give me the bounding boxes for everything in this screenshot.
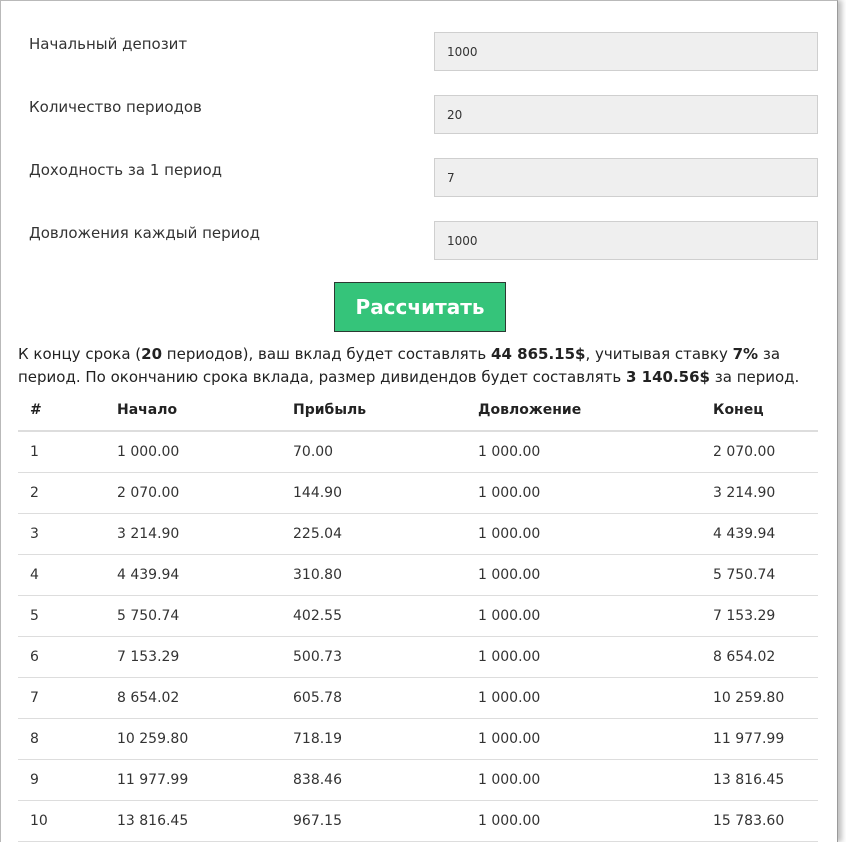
field-row-contribution — [29, 221, 819, 261]
table-row — [18, 514, 818, 555]
cell-number: 5 — [18, 596, 105, 637]
header-contribution: Довложение — [466, 390, 701, 431]
cell-profit: 225.04 — [281, 514, 466, 555]
rate-label: Доходность за 1 период — [29, 161, 223, 179]
rate-input[interactable] — [434, 158, 818, 197]
cell-number: 10 — [18, 801, 105, 842]
table-row — [18, 760, 818, 801]
contribution-label: Довложения каждый период — [29, 224, 260, 242]
cell-number: 3 — [18, 514, 105, 555]
cell-contribution: 1 000.00 — [466, 678, 701, 719]
cell-profit: 310.80 — [281, 555, 466, 596]
periods-label: Количество периодов — [29, 98, 202, 116]
cell-number: 7 — [18, 678, 105, 719]
cell-start: 13 816.45 — [105, 801, 281, 842]
cell-start: 2 070.00 — [105, 473, 281, 514]
cell-start: 4 439.94 — [105, 555, 281, 596]
field-row-periods — [29, 95, 819, 135]
cell-end: 4 439.94 — [701, 514, 818, 555]
contribution-input[interactable] — [434, 221, 818, 260]
cell-number: 2 — [18, 473, 105, 514]
cell-contribution: 1 000.00 — [466, 760, 701, 801]
initial-deposit-input[interactable] — [434, 32, 818, 71]
cell-start: 7 153.29 — [105, 637, 281, 678]
summary-text-4: за период. По окончанию срока вклада, размер дивидендов будет составлять — [18, 345, 781, 386]
table-body — [18, 431, 818, 842]
cell-contribution: 1 000.00 — [466, 719, 701, 760]
cell-profit: 838.46 — [281, 760, 466, 801]
cell-contribution: 1 000.00 — [466, 431, 701, 473]
cell-contribution: 1 000.00 — [466, 596, 701, 637]
cell-number: 8 — [18, 719, 105, 760]
cell-profit: 500.73 — [281, 637, 466, 678]
cell-contribution: 1 000.00 — [466, 555, 701, 596]
cell-end: 3 214.90 — [701, 473, 818, 514]
cell-profit: 144.90 — [281, 473, 466, 514]
table-row — [18, 637, 818, 678]
cell-profit: 70.00 — [281, 431, 466, 473]
cell-end: 15 783.60 — [701, 801, 818, 842]
header-number: # — [18, 390, 105, 431]
table-row — [18, 473, 818, 514]
table-row — [18, 801, 818, 842]
cell-start: 11 977.99 — [105, 760, 281, 801]
summary-text-1: К концу срока ( — [18, 345, 142, 363]
cell-end: 8 654.02 — [701, 637, 818, 678]
initial-deposit-label: Начальный депозит — [29, 35, 188, 53]
cell-start: 8 654.02 — [105, 678, 281, 719]
cell-contribution: 1 000.00 — [466, 637, 701, 678]
table-row — [18, 678, 818, 719]
cell-number: 6 — [18, 637, 105, 678]
summary-total: 44 865.15$ — [491, 345, 586, 363]
cell-profit: 967.15 — [281, 801, 466, 842]
cell-end: 7 153.29 — [701, 596, 818, 637]
summary-text-5: за период. — [710, 368, 800, 386]
table-row — [18, 555, 818, 596]
cell-number: 1 — [18, 431, 105, 473]
cell-start: 10 259.80 — [105, 719, 281, 760]
table-row — [18, 431, 818, 473]
cell-contribution: 1 000.00 — [466, 514, 701, 555]
table-header-row — [18, 390, 818, 431]
summary-rate: 7% — [732, 345, 759, 363]
periods-input[interactable] — [434, 95, 818, 134]
table-row — [18, 596, 818, 637]
cell-profit: 402.55 — [281, 596, 466, 637]
cell-number: 9 — [18, 760, 105, 801]
cell-contribution: 1 000.00 — [466, 473, 701, 514]
summary-text-2: периодов), ваш вклад будет составлять — [162, 345, 492, 363]
cell-start: 1 000.00 — [105, 431, 281, 473]
cell-end: 2 070.00 — [701, 431, 818, 473]
cell-profit: 718.19 — [281, 719, 466, 760]
summary-periods: 20 — [141, 345, 163, 363]
cell-start: 3 214.90 — [105, 514, 281, 555]
cell-end: 13 816.45 — [701, 760, 818, 801]
header-start: Начало — [105, 390, 281, 431]
header-profit: Прибыль — [281, 390, 466, 431]
result-summary — [18, 343, 818, 389]
cell-start: 5 750.74 — [105, 596, 281, 637]
cell-end: 5 750.74 — [701, 555, 818, 596]
results-table — [18, 390, 818, 842]
field-row-rate — [29, 158, 819, 198]
header-end: Конец — [701, 390, 818, 431]
cell-number: 4 — [18, 555, 105, 596]
cell-end: 10 259.80 — [701, 678, 818, 719]
cell-contribution: 1 000.00 — [466, 801, 701, 842]
summary-text-3: , учитывая ставку — [585, 345, 733, 363]
calculate-button[interactable]: Рассчитать — [334, 282, 506, 332]
summary-dividends: 3 140.56$ — [626, 368, 710, 386]
cell-profit: 605.78 — [281, 678, 466, 719]
field-row-initial-deposit — [29, 32, 819, 72]
cell-end: 11 977.99 — [701, 719, 818, 760]
table-row — [18, 719, 818, 760]
